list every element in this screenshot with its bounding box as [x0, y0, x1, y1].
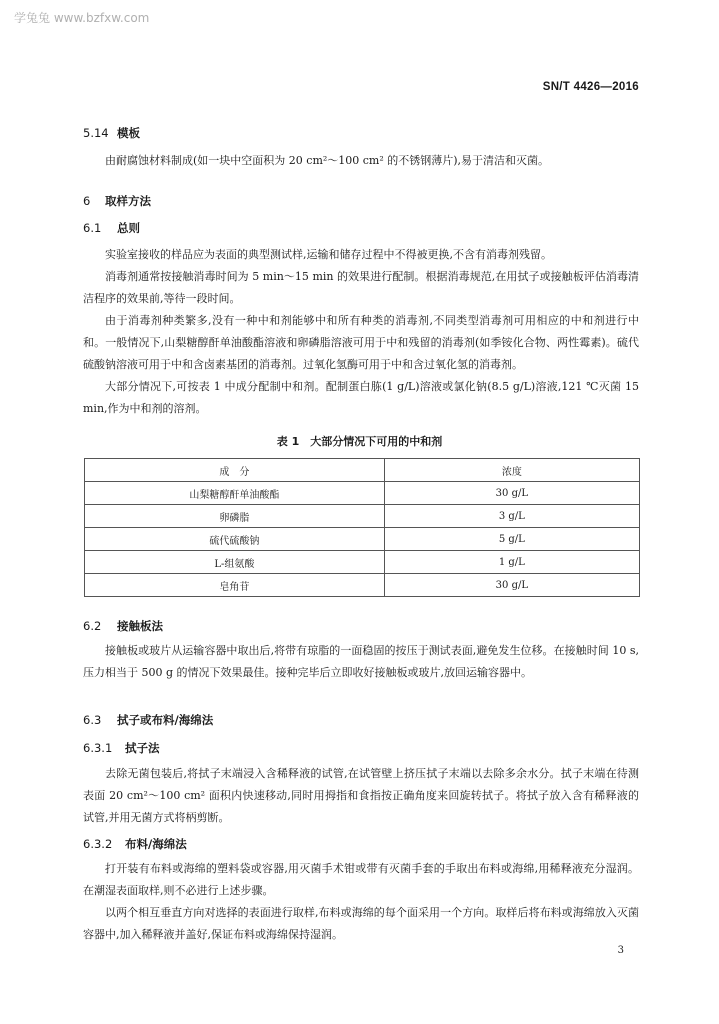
- section-heading: [83, 618, 163, 634]
- section-title: 总则: [117, 221, 140, 235]
- table-cell: L-组氨酸: [85, 551, 385, 574]
- table-caption: 表 1 大部分情况下可用的中和剂: [276, 435, 443, 448]
- paragraph: 以两个相互垂直方向对选择的表面进行取样,布料或海绵的每个面采用一个方向。取样后将布料或海绵放入灭菌容器中,加入稀释液并盖好,保证布料或海绵保持湿润。: [83, 906, 639, 941]
- section-title: 拭子或布料/海绵法: [117, 713, 214, 727]
- section-number: 6.2: [83, 619, 102, 633]
- paragraph: 大部分情况下,可按表 1 中成分配制中和剂。配制蛋白胨(1 g/L)溶液或氯化钠(8.5 g/L)溶液,121 ℃灭菌 15 min,作为中和剂的溶剂。: [83, 380, 639, 415]
- table-cell: 1 g/L: [384, 551, 639, 574]
- section-number: 6.1: [83, 221, 102, 235]
- paragraph: 打开装有布料或海绵的塑料袋或容器,用灭菌手术钳或带有灭菌手套的手取出布料或海绵,用稀释液充分湿润。在潮湿表面取样,则不必进行上述步骤。: [83, 862, 639, 897]
- section-title: 模板: [117, 126, 140, 140]
- standard-number: SN/T 4426—2016: [542, 81, 639, 93]
- table-cell: 30 g/L: [384, 574, 639, 597]
- paragraph: 实验室接收的样品应为表面的典型测试样,运输和储存过程中不得被更换,不含有消毒剂残留。: [105, 248, 552, 261]
- section-title: 接触板法: [117, 619, 163, 633]
- page-number: 3: [617, 945, 624, 956]
- paragraph: 由耐腐蚀材料制成(如一块中空面积为 20 cm²～100 cm² 的不锈钢薄片),易于清洁和灭菌。: [105, 154, 550, 167]
- paragraph: 接触板或玻片从运输容器中取出后,将带有琼脂的一面稳固的按压于测试表面,避免发生位移。在接触时间 10 s,压力相当于 500 g 的情况下效果最佳。接种完毕后立即收好接触板或玻片,放回运输容器中。: [83, 644, 639, 679]
- table-row: [85, 482, 640, 505]
- paragraph: 由于消毒剂种类繁多,没有一种中和剂能够中和所有种类的消毒剂,不同类型消毒剂可用相应的中和剂进行中和。一般情况下,山梨糖醇酐单油酸酯溶液和卵磷脂溶液可用于中和残留的消毒剂(如季铵化合物、两性霉素)。硫代硫酸钠溶液可用于中和含卤素基团的消毒剂。过氧化氢酶可用于中和含过氧化氢的消毒剂。: [83, 314, 639, 371]
- section-number: 5.14: [83, 126, 109, 140]
- paragraph: 去除无菌包装后,将拭子末端浸入含稀释液的试管,在试管壁上挤压拭子末端以去除多余水分。拭子末端在待测表面 20 cm²～100 cm² 面积内快速移动,同时用拇指和食指按正确角度来回旋转拭子。将拭子放入含有稀释液的试管,并用无菌方式将柄剪断。: [83, 767, 639, 824]
- table-row: [85, 505, 640, 528]
- table-cell: 卵磷脂: [85, 505, 385, 528]
- column-header: 成 分: [85, 459, 385, 482]
- table-header-row: [85, 459, 640, 482]
- table-cell: 30 g/L: [384, 482, 639, 505]
- section-title: 拭子法: [125, 741, 160, 755]
- section-heading: [83, 193, 151, 209]
- table-row: [85, 551, 640, 574]
- section-number: 6.3.1: [83, 741, 113, 755]
- table-cell: 皂角苷: [85, 574, 385, 597]
- table-cell: 山梨糖醇酐单油酸酯: [85, 482, 385, 505]
- table-cell: 硫代硫酸钠: [85, 528, 385, 551]
- section-number: 6.3: [83, 713, 102, 727]
- column-header: 浓度: [384, 459, 639, 482]
- neutralizer-table: [84, 458, 640, 597]
- section-heading: [83, 740, 160, 756]
- section-number: 6: [83, 194, 91, 208]
- section-heading: [83, 220, 140, 236]
- section-heading: [83, 125, 140, 141]
- section-title: 布料/海绵法: [125, 837, 187, 851]
- table-cell: 5 g/L: [384, 528, 639, 551]
- watermark: 学兔兔 www.bzfxw.com: [14, 11, 150, 25]
- paragraph: 消毒剂通常按接触消毒时间为 5 min～15 min 的效果进行配制。根据消毒规范,在用拭子或接触板评估消毒清洁程序的效果前,等待一段时间。: [83, 270, 639, 305]
- table-cell: 3 g/L: [384, 505, 639, 528]
- section-title: 取样方法: [105, 194, 151, 208]
- section-number: 6.3.2: [83, 837, 113, 851]
- table-row: [85, 574, 640, 597]
- section-heading: [83, 836, 187, 852]
- table-row: [85, 528, 640, 551]
- section-heading: [83, 712, 213, 728]
